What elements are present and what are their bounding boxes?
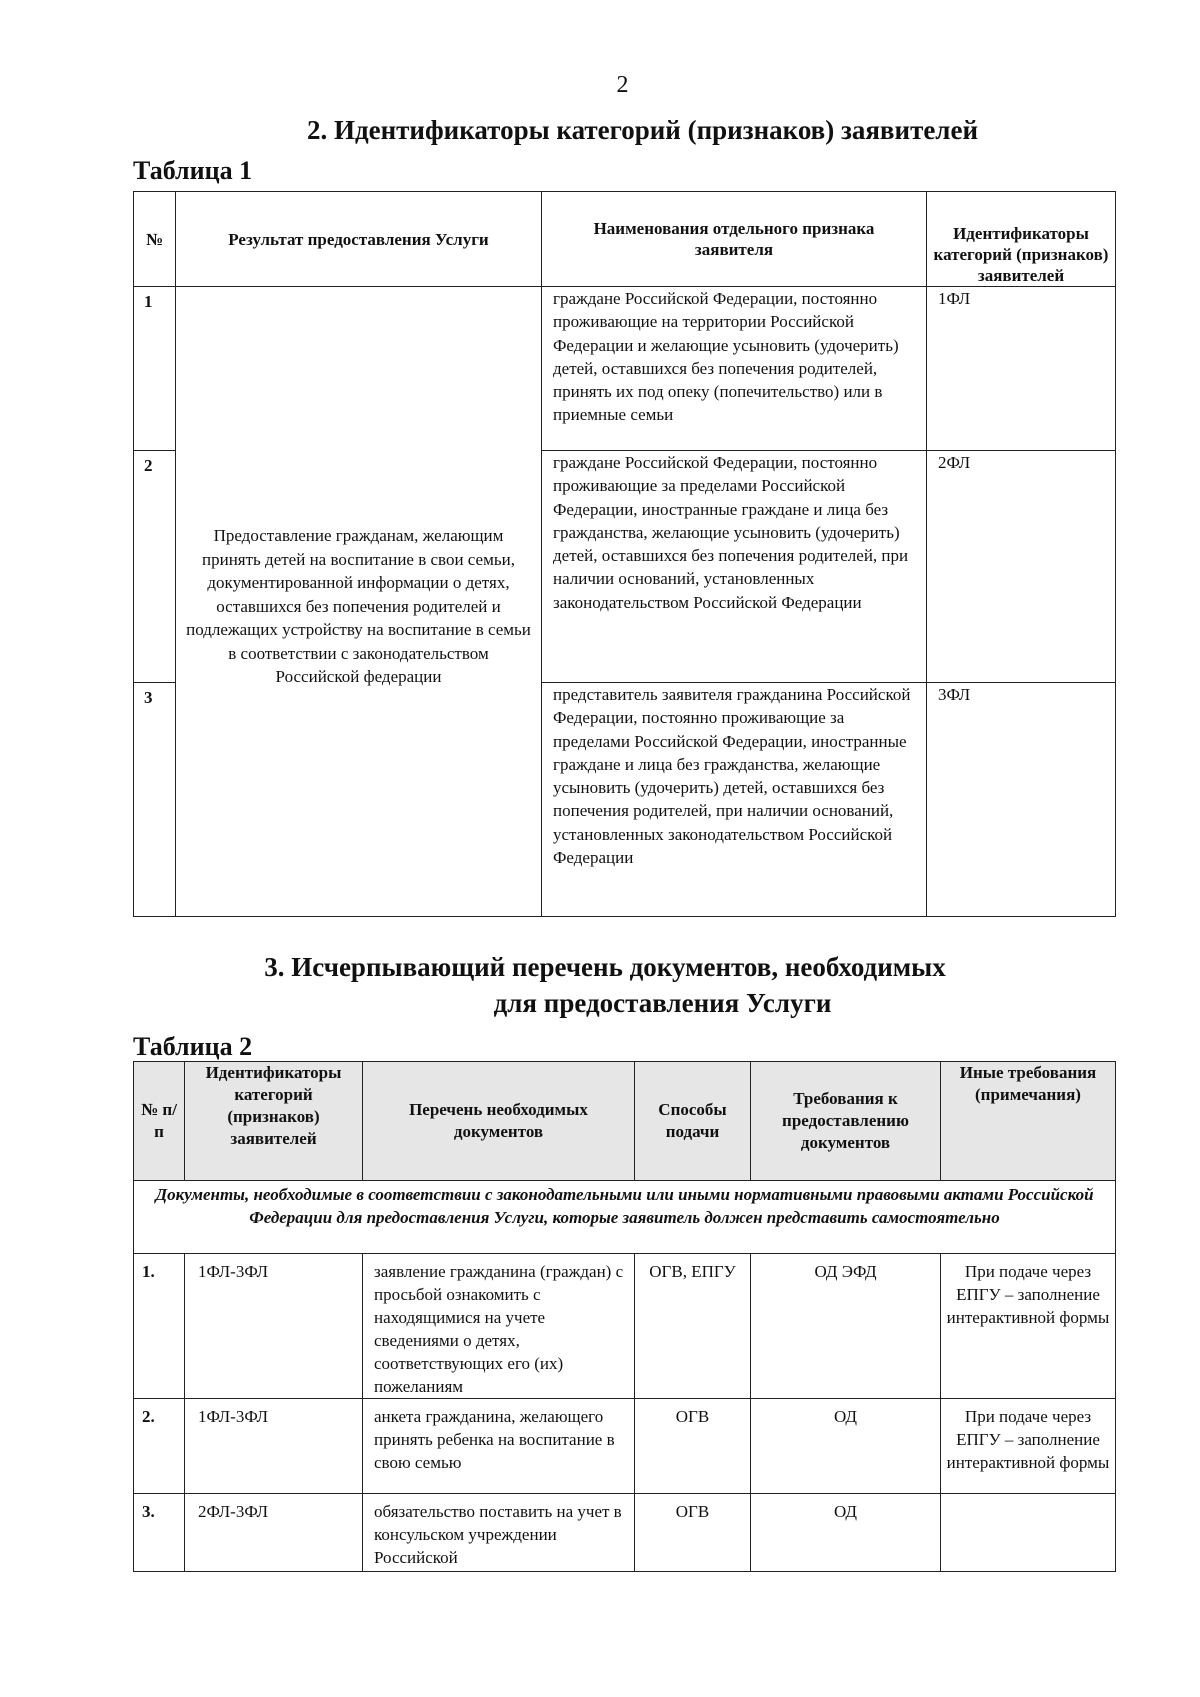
document-requirements: ОД	[751, 1399, 941, 1494]
header-result: Результат предоставления Услуги	[176, 192, 542, 287]
category-id: 2ФЛ	[927, 451, 1116, 683]
header-documents: Перечень необходимых документов	[363, 1062, 635, 1181]
row-number: 3	[134, 683, 176, 917]
row-number: 2	[134, 451, 176, 683]
row-number: 1	[134, 287, 176, 451]
section-3-title-line-1: 3. Исчерпывающий перечень документов, необходимых	[264, 952, 946, 982]
document-name: анкета гражданина, желающего принять ребенка на воспитание в свою семью	[363, 1399, 635, 1494]
header-attribute-name: Наименования отдельного признака заявителя	[542, 192, 927, 287]
header-num: №	[134, 192, 176, 287]
row-number: 1.	[134, 1254, 185, 1399]
service-result-text: Предоставление гражданам, желающим принять детей на воспитание в свои семьи, документированной информации о детях, оставшихся без попечения родителей и подлежащих устройству на воспитание в семьи в соответствии с законодательством Российской федерации	[186, 526, 531, 687]
document-name: обязательство поставить на учет в консульском учреждении Российской	[363, 1494, 635, 1572]
table-row	[134, 1494, 1116, 1572]
table-row	[134, 1254, 1116, 1399]
category-id: 3ФЛ	[927, 683, 1116, 917]
section-row-text: Документы, необходимые в соответствии с законодательными или иными нормативными правовыми актами Российской Федерации для предоставления Услуги, которые заявитель должен представить самостоятельно	[134, 1181, 1116, 1254]
attribute-name: граждане Российской Федерации, постоянно проживающие за пределами Российской Федерации, иностранные граждане и лица без гражданства, желающие усыновить (удочерить) детей, оставшихся без попечения родителей, при наличии оснований, установленных законодательством Российской Федерации	[542, 451, 927, 683]
table-row	[134, 287, 1116, 451]
header-category-ids: Идентификаторы категорий (признаков) заявителей	[927, 192, 1116, 287]
submission-methods: ОГВ, ЕПГУ	[635, 1254, 751, 1399]
table-row	[134, 1399, 1116, 1494]
document-name: заявление гражданина (граждан) с просьбой ознакомить с находящимися на учете сведениями о детях, соответствующих его (их) пожеланиям	[363, 1254, 635, 1399]
row-number: 3.	[134, 1494, 185, 1572]
section-2-title: 2. Идентификаторы категорий (признаков) заявителей	[306, 115, 979, 145]
document-requirements: ОД	[751, 1494, 941, 1572]
header-num: № п/п	[134, 1062, 185, 1181]
section-row	[134, 1181, 1116, 1254]
row-number: 2.	[134, 1399, 185, 1494]
table-applicant-categories	[133, 191, 1116, 917]
table-1-caption: Таблица 1	[133, 156, 253, 185]
submission-methods: ОГВ	[635, 1399, 751, 1494]
header-submission-methods: Способы подачи	[635, 1062, 751, 1181]
service-result-cell	[176, 287, 542, 917]
table-required-documents	[133, 1061, 1116, 1572]
document-requirements: ОД ЭФД	[751, 1254, 941, 1399]
category-id: 1ФЛ	[927, 287, 1116, 451]
category-ids: 1ФЛ-3ФЛ	[185, 1399, 363, 1494]
other-requirements: При подаче через ЕПГУ – заполнение интерактивной формы	[941, 1254, 1116, 1399]
table-header-row	[134, 1062, 1116, 1181]
category-ids: 1ФЛ-3ФЛ	[185, 1254, 363, 1399]
page-number: 2	[616, 72, 629, 98]
other-requirements: При подаче через ЕПГУ – заполнение интерактивной формы	[941, 1399, 1116, 1494]
section-3-title-line-2: для предоставления Услуги	[493, 988, 832, 1018]
header-category-ids: Идентификаторы категорий (признаков) заявителей	[185, 1062, 363, 1181]
category-ids: 2ФЛ-3ФЛ	[185, 1494, 363, 1572]
attribute-name: граждане Российской Федерации, постоянно проживающие на территории Российской Федерации и желающие усыновить (удочерить) детей, оставшихся без попечения родителей, принять их под опеку (попечительство) или в приемные семьи	[542, 287, 927, 451]
other-requirements	[941, 1494, 1116, 1572]
table-2-caption: Таблица 2	[133, 1032, 253, 1061]
attribute-name: представитель заявителя гражданина Российской Федерации, постоянно проживающие за пределами Российской Федерации, иностранные граждане и лица без гражданства, желающие усыновить (удочерить) детей, оставшихся без попечения родителей, при наличии оснований, установленных законодательством Российской Федерации	[542, 683, 927, 917]
submission-methods: ОГВ	[635, 1494, 751, 1572]
table-header-row	[134, 192, 1116, 287]
header-other-requirements: Иные требования (примечания)	[941, 1062, 1116, 1181]
header-requirements: Требования к предоставлению документов	[751, 1062, 941, 1181]
